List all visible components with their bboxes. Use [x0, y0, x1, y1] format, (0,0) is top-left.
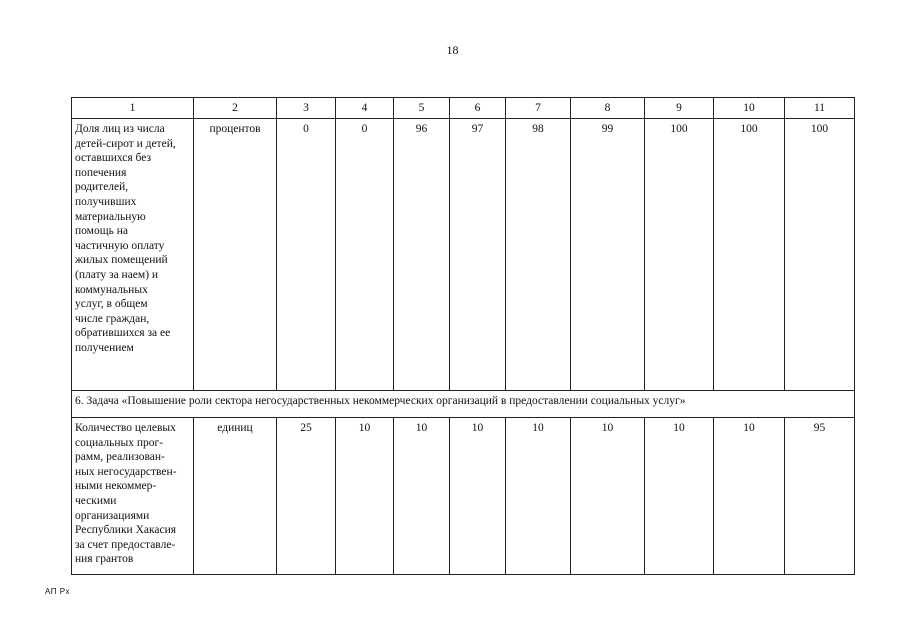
unit-cell: единиц [194, 418, 277, 575]
value-cell: 10 [450, 418, 506, 575]
value-cell: 96 [394, 119, 450, 391]
section-row [72, 391, 855, 418]
value-cell: 100 [785, 119, 855, 391]
header-cell: 3 [277, 98, 336, 119]
header-cell: 5 [394, 98, 450, 119]
table-row [72, 119, 855, 391]
header-cell: 4 [336, 98, 394, 119]
value-cell: 95 [785, 418, 855, 575]
indicator-description: Количество целевых социальных прог- рамм, реализован- ных негосударствен- ными некоммер- ческими организациями Республики Хакасия за счет предоставле- ния грантов [72, 418, 194, 575]
unit-cell: процентов [194, 119, 277, 391]
header-cell: 7 [506, 98, 571, 119]
footer-mark: АП Рх [45, 587, 71, 596]
header-cell: 6 [450, 98, 506, 119]
value-cell: 100 [645, 119, 714, 391]
header-cell: 8 [571, 98, 645, 119]
value-cell: 10 [506, 418, 571, 575]
section-title: 6. Задача «Повышение роли сектора негосударственных некоммерческих организаций в предоставлении социальных услуг» [72, 391, 855, 418]
value-cell: 0 [336, 119, 394, 391]
header-cell: 10 [714, 98, 785, 119]
indicators-table [71, 97, 855, 575]
table-row [72, 418, 855, 575]
value-cell: 100 [714, 119, 785, 391]
value-cell: 0 [277, 119, 336, 391]
page-number: 18 [446, 43, 459, 57]
header-cell: 2 [194, 98, 277, 119]
value-cell: 99 [571, 119, 645, 391]
value-cell: 10 [645, 418, 714, 575]
header-cell: 11 [785, 98, 855, 119]
value-cell: 97 [450, 119, 506, 391]
value-cell: 10 [394, 418, 450, 575]
indicator-description: Доля лиц из числа детей-сирот и детей, оставшихся без попечения родителей, получивших материальную помощь на частичную оплату жилых помещений (плату за наем) и коммунальных услуг, в общем числе граждан, обратившихся за ее получением [72, 119, 194, 391]
table-header-row [72, 98, 855, 119]
value-cell: 98 [506, 119, 571, 391]
value-cell: 10 [571, 418, 645, 575]
value-cell: 10 [336, 418, 394, 575]
value-cell: 25 [277, 418, 336, 575]
header-cell: 1 [72, 98, 194, 119]
header-cell: 9 [645, 98, 714, 119]
value-cell: 10 [714, 418, 785, 575]
